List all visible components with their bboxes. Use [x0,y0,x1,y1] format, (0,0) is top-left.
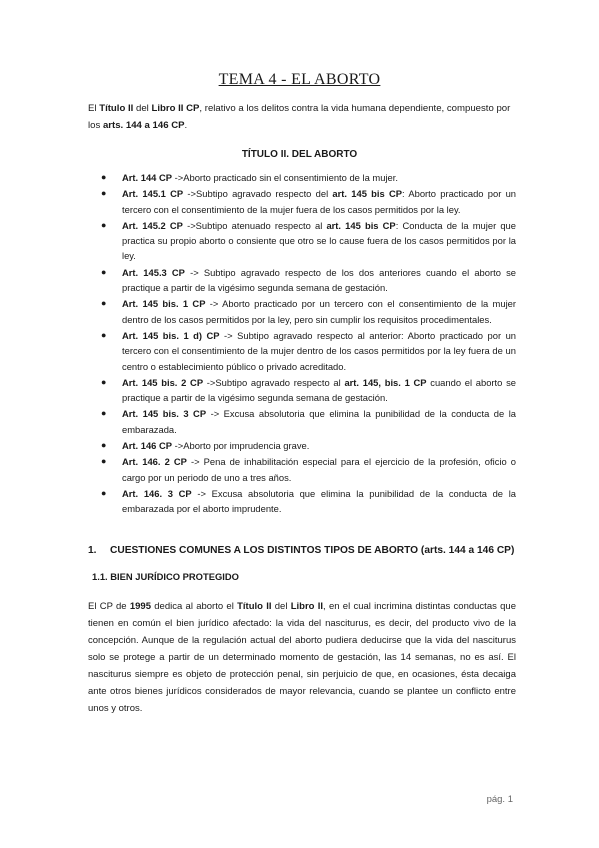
article-list-item [88,406,516,437]
bullet-icon: ● [101,172,107,182]
article-list-item [88,454,516,485]
article-text: -> Subtipo agravado respecto al anterior: Aborto practicado por un tercero con el consentimiento de la mujer dentro de los casos permitidos por la ley fuera de un centro o establecimiento público o privado acreditado. [122,329,517,372]
bullet-icon: ● [101,487,107,498]
article-list-item [88,218,516,264]
article-ref: Art. 145.3 CP [122,266,185,278]
article-ref: Art. 145 bis. 3 CP [122,408,207,420]
article-text: -> Aborto practicado por un tercero con el consentimiento de la mujer dentro de los casos permitidos por la ley, pero sin cumplir los requisitos procedimentales. [122,298,516,325]
article-ref: art. 145, bis. 1 CP [344,376,427,388]
bullet-icon: ● [101,266,107,277]
article-text: : Aborto practicado por un tercero con el consentimiento de la mujer fuera de los casos permitidos por la ley. [122,188,516,215]
article-ref: Art. 145.1 CP [122,188,184,200]
bullet-icon: ● [101,456,107,467]
intro-paragraph: El Título II del Libro II CP, relativo a los delitos contra la vida humana dependiente, compuesto por los arts. 144 a 146 CP. [88,103,511,131]
bullet-icon: ● [101,440,107,451]
section-heading-1-1: 1.1. BIEN JURÍDICO PROTEGIDO [92,571,239,582]
article-list-item [88,186,516,217]
page-number: pág. 1 [486,794,513,805]
bullet-icon: ● [101,219,107,230]
bullet-icon: ● [101,376,107,387]
body-paragraph: El CP de 1995 dedica al aborto el Título II del Libro II, en el cual incrimina distintas conductas que tienen en común el bien jurídico afectado: la vida del nasciturus, es decir, del producto vivo de la concepción. Aunque de la regulación actual del aborto pudiera deducirse que la vida del nasciturus solo se protege a partir de un determinado momento de gestación, las 14 semanas, no es así. El nasciturus siempre es objeto de protección penal, sin perjuicio de que, en ocasiones, ésta decaiga ante otros bienes jurídicos considerados de mayor relevancia, cuando se plantee un conflicto entre unos y otros. [88,601,516,714]
article-ref: Art. 146. 2 CP [122,456,187,468]
article-text: cuando el aborto se practique a partir de la vigésimo segunda semana de gestación. [122,376,516,404]
article-ref: Art. 145 bis. 1 d) CP [122,329,220,341]
article-ref: Art. 145 bis. 2 CP [122,376,204,388]
article-list-item [88,296,516,327]
article-ref: Art. 146. 3 CP [122,487,192,499]
article-text: ->Aborto por imprudencia grave. [172,440,310,452]
article-text: ->Aborto practicado sin el consentimiento de la mujer. [172,172,398,183]
bullet-icon: ● [101,329,107,340]
article-list-item [88,375,516,406]
article-ref: art. 145 bis CP [326,219,396,231]
article-ref: Art. 146 CP [122,440,173,452]
articles-list [88,170,516,518]
article-ref: Art. 145.2 CP [122,219,183,231]
article-ref: Art. 145 bis. 1 CP [122,298,206,310]
bullet-icon: ● [101,408,107,419]
article-ref: Art. 144 CP [122,172,173,183]
article-list-item [88,265,516,296]
article-list-item [88,438,516,453]
article-text: -> Subtipo agravado respecto de los dos anteriores cuando el aborto se practique a partir de la vigésimo segunda semana de gestación. [122,266,516,294]
article-text: -> Excusa absolutoria que elimina la punibilidad de la conducta de la embarazada. [122,408,516,435]
bullet-icon: ● [101,188,107,199]
article-text: ->Subtipo atenuado respecto al [182,219,327,231]
article-text: : Conducta de la mujer que practica su propio aborto o consiente que otro se lo cause fuera de los casos permitidos por la ley. [122,219,516,262]
article-text: -> Pena de inhabilitación especial para el ejercicio de la profesión, oficio o cargo por un periodo de uno a tres años. [122,456,516,483]
article-ref: art. 145 bis CP [332,188,403,200]
article-list-item [88,486,516,517]
article-text: -> Excusa absolutoria que elimina la punibilidad de la conducta de la embarazada por el aborto imprudente. [122,487,516,515]
bullet-icon: ● [101,298,107,309]
article-list-item [88,328,516,374]
document-title: TEMA 4 - EL ABORTO [218,71,381,88]
article-list-item [88,170,516,185]
section-subtitle: TÍTULO II. DEL ABORTO [241,149,358,160]
article-text: ->Subtipo agravado respecto del [183,188,333,200]
section-heading-1: 1. CUESTIONES COMUNES A LOS DISTINTOS TIPOS DE ABORTO (arts. 144 a 146 CP) [88,545,515,556]
article-text: ->Subtipo agravado respecto al [203,376,345,388]
